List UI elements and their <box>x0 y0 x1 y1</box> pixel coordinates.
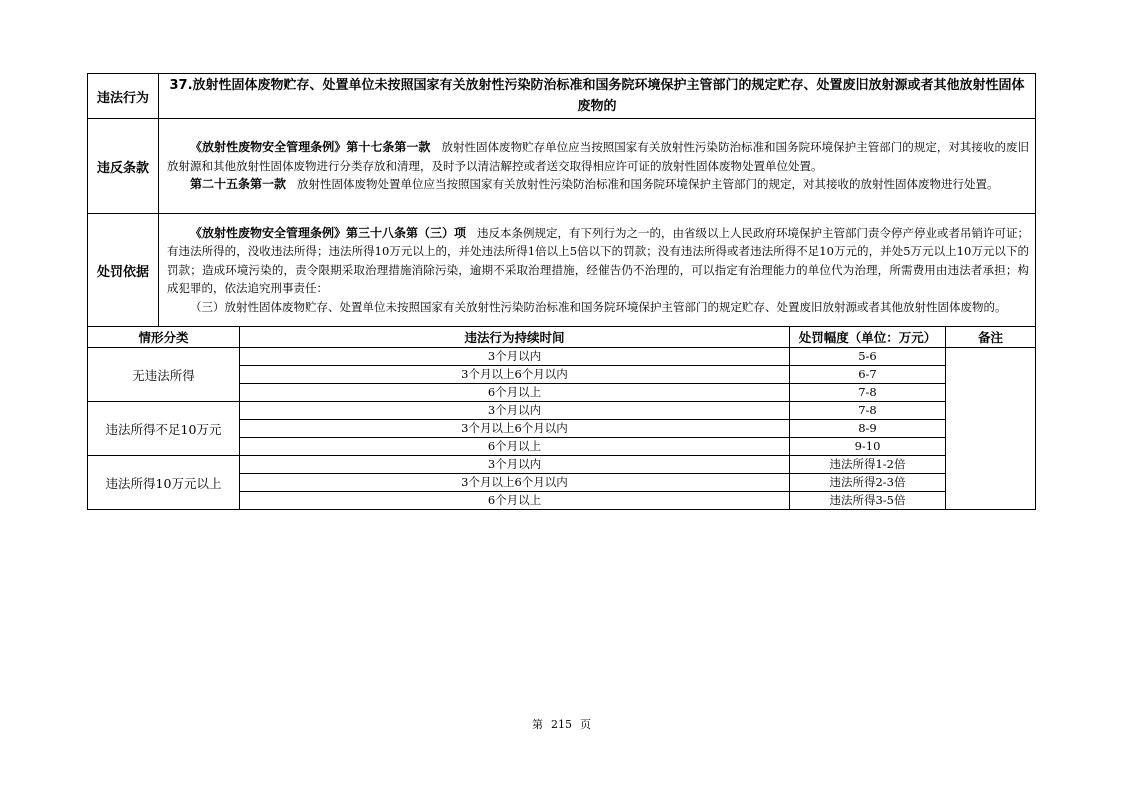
penalty-cell: 违法所得1-2倍 <box>790 456 946 474</box>
provisions-paragraph-2 <box>167 175 1029 194</box>
penalty-cell: 9-10 <box>790 438 946 456</box>
col-header-duration: 违法行为持续时间 <box>240 327 790 348</box>
penalty-table <box>87 326 1036 510</box>
provisions-p1-heading: 《放射性废物安全管理条例》第十七条第一款 <box>190 140 431 155</box>
provisions-label: 违反条款 <box>88 119 159 214</box>
penalty-cell: 7-8 <box>790 384 946 402</box>
category-cell: 无违法所得 <box>88 348 240 402</box>
penalty-table-header <box>88 327 1036 348</box>
penalty-cell: 违法所得3-5倍 <box>790 492 946 510</box>
penalty-cell: 5-6 <box>790 348 946 366</box>
penalty-basis-content <box>159 214 1036 327</box>
duration-cell: 6个月以上 <box>240 438 790 456</box>
penalty-paragraph-1 <box>167 224 1029 298</box>
penalty-cell: 7-8 <box>790 402 946 420</box>
duration-cell: 3个月以上6个月以内 <box>240 420 790 438</box>
provisions-p2-heading: 第二十五条第一款 <box>190 177 287 192</box>
provisions-content <box>159 119 1036 214</box>
violation-title: 37.放射性固体废物贮存、处置单位未按照国家有关放射性污染防治标准和国务院环境保护主管部门的规定贮存、处置废旧放射源或者其他放射性固体废物的 <box>159 74 1036 119</box>
duration-cell: 3个月以上6个月以内 <box>240 474 790 492</box>
header-table <box>87 73 1036 327</box>
violation-label: 违法行为 <box>88 74 159 119</box>
page-prefix: 第 <box>532 718 543 731</box>
col-header-remark: 备注 <box>946 327 1036 348</box>
provisions-p2-text: 放射性固体废物处置单位应当按照国家有关放射性污染防治标准和国务院环境保护主管部门的规定，对其接收的放射性固体废物进行处置。 <box>296 177 999 192</box>
penalty-p1-text: 违反本条例规定，有下列行为之一的，由省级以上人民政府环境保护主管部门责令停产停业或者吊销许可证；有违法所得的，没收违法所得；违法所得10万元以上的，并处违法所得1倍以上5倍以下的罚款；没有违法所得或者违法所得不足10万元的，并处5万元以上10万元以下的罚款；造成环境污染的，责令限期采取治理措施消除污染，逾期不采取治理措施，经催告仍不治理的，可以指定有治理能力的单位代为治理，所需费用由违法者承担；构成犯罪的，依法追究刑事责任： <box>167 225 1029 296</box>
duration-cell: 3个月以上6个月以内 <box>240 366 790 384</box>
document-page <box>87 73 1035 510</box>
penalty-cell: 6-7 <box>790 366 946 384</box>
duration-cell: 6个月以上 <box>240 492 790 510</box>
penalty-p1-heading: 《放射性废物安全管理条例》第三十八条第（三）项 <box>190 225 467 240</box>
category-cell: 违法所得10万元以上 <box>88 456 240 510</box>
provisions-row <box>88 119 1036 214</box>
penalty-cell: 违法所得2-3倍 <box>790 474 946 492</box>
duration-cell: 6个月以上 <box>240 384 790 402</box>
penalty-paragraph-2: （三）放射性固体废物贮存、处置单位未按照国家有关放射性污染防治标准和国务院环境保护主管部门的规定贮存、处置废旧放射源或者其他放射性固体废物的。 <box>190 299 1007 314</box>
table-row <box>88 402 1036 420</box>
page-number: 215 <box>551 718 572 731</box>
page-suffix: 页 <box>580 718 591 731</box>
penalty-basis-label: 处罚依据 <box>88 214 159 327</box>
remark-cell <box>946 348 1036 510</box>
col-header-penalty: 处罚幅度（单位：万元） <box>790 327 946 348</box>
duration-cell: 3个月以内 <box>240 348 790 366</box>
category-cell: 违法所得不足10万元 <box>88 402 240 456</box>
penalty-basis-row <box>88 214 1036 327</box>
provisions-paragraph-1 <box>167 138 1029 175</box>
col-header-category: 情形分类 <box>88 327 240 348</box>
violation-row <box>88 74 1036 119</box>
table-row <box>88 348 1036 366</box>
penalty-cell: 8-9 <box>790 420 946 438</box>
duration-cell: 3个月以内 <box>240 456 790 474</box>
page-footer <box>0 716 1123 732</box>
duration-cell: 3个月以内 <box>240 402 790 420</box>
provisions-p1-text: 放射性固体废物贮存单位应当按照国家有关放射性污染防治标准和国务院环境保护主管部门的规定，对其接收的废旧放射源和其他放射性固体废物进行分类存放和清理，及时予以清洁解控或者送交取得相应许可证的放射性固体废物处置单位处置。 <box>167 140 1029 173</box>
table-row <box>88 456 1036 474</box>
